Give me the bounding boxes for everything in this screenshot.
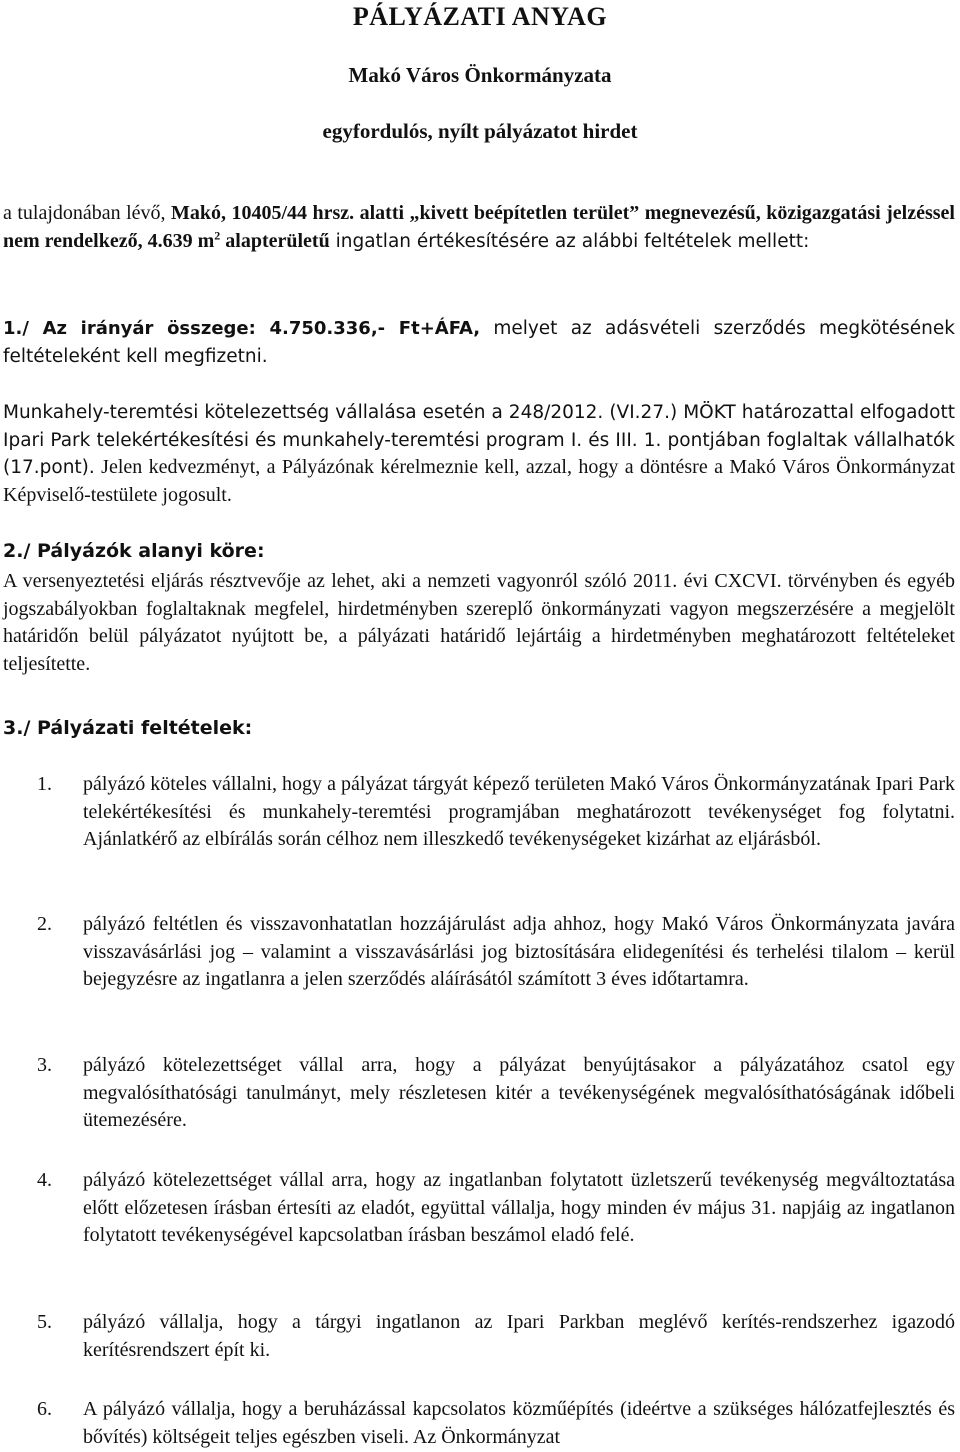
condition-number: 3.: [37, 1054, 52, 1076]
condition-item: [37, 1309, 955, 1364]
condition-number: 6.: [37, 1398, 52, 1420]
section-2-text: A versenyeztetési eljárás résztvevője az lehet, aki a nemzeti vagyonról szóló 2011. évi CXCVI. törvényben és egyéb jogszabályokban foglaltaknak megfelel, hirdetményben szereplő önkormányzati vagyon megszerzésére a megjelölt határidőn belül pályázatot nyújtott be, a pályázati határidő lejártáig a hirdetményben meghatározott feltételeket teljesítette.: [3, 570, 955, 675]
condition-item: [37, 1052, 955, 1135]
intro-paragraph: [3, 200, 955, 255]
section-3-heading: 3./ Pályázati feltételek:: [3, 717, 253, 739]
discount-note: Jelen kedvezményt, a Pályázónak kérelmeznie kell, azzal, hogy a döntésre a Makó Város Önkormányzat Képviselő-testülete jogosult.: [3, 456, 955, 506]
condition-item: [37, 1396, 955, 1451]
property-area-suffix: alapterületű: [220, 229, 330, 252]
section-1-price: [3, 315, 955, 370]
condition-text: A pályázó vállalja, hogy a beruházással kapcsolatos közműépítés (ideértve a szükséges hálózatfejlesztés és bővítés) költségeit teljes egészben viseli. Az Önkormányzat: [83, 1398, 955, 1448]
condition-number: 2.: [37, 913, 52, 935]
condition-number: 5.: [37, 1311, 52, 1333]
issuer-name: Makó Város Önkormányzata: [348, 63, 612, 87]
section-2-heading: 2./ Pályázók alanyi köre:: [3, 540, 265, 562]
asking-price: 1./ Az irányár összege: 4.750.336,- Ft+ÁFA,: [3, 318, 481, 339]
announcement-line: egyfordulós, nyílt pályázatot hirdet: [322, 119, 638, 143]
area-unit-superscript: 2: [214, 227, 221, 242]
condition-item: [37, 911, 955, 994]
condition-text: pályázó kötelezettséget vállal arra, hogy az ingatlanban folytatott üzletszerű tevékenység megváltoztatása előtt előzetesen írásban értesíti az eladót, együttal vállalja, hogy minden év május 31. napjáig az ingatlanon folytatott tevékenységével kapcsolatban írásban beszámol eladó felé.: [83, 1169, 955, 1246]
condition-item: [37, 1167, 955, 1250]
condition-text: pályázó feltétlen és visszavonhatatlan hozzájárulást adja ahhoz, hogy Makó Város Önkormányzata javára visszavásárlási jog – valamint a visszavásárlási jog biztosítására elidegenítési és terhelési tilalom – kerül bejegyzésre az ingatlanra a jelen szerződés aláírásától számított 3 éves időtartamra.: [83, 913, 955, 990]
intro-lead: a tulajdonában lévő,: [3, 202, 171, 224]
job-creation-text: Munkahely-teremtési kötelezettség vállalása esetén a 248/2012. (VI.27.) MÖKT határozattal elfogadott Ipari Park telekértékesítési és munkahely-teremtési program I. és III. 1. pontjában foglaltak vállalhatók (17.pont).: [3, 402, 955, 478]
condition-number: 4.: [37, 1169, 52, 1191]
property-text: Makó, 10405/44 hrsz. alatti „kivett beépítetlen terület” megnevezésű, közigazgatási jelzéssel nem rendelkező, 4.639 m: [3, 202, 955, 252]
condition-text: pályázó köteles vállalni, hogy a pályázat tárgyát képező területen Makó Város Önkormányzatának Ipari Park telekértékesítési és munkahely-teremtési programjában meghatározott tevékenységet fog folytatni. Ajánlatkérő az elbírálás során célhoz nem illeszkedő tevékenységeket kizárhat az eljárásból.: [83, 773, 955, 850]
price-condition: melyet az adásvételi szerződés megkötésének feltételeként kell megfizetni.: [3, 318, 955, 367]
document-title: PÁLYÁZATI ANYAG: [352, 2, 608, 31]
condition-text: pályázó kötelezettséget vállal arra, hogy a pályázat benyújtásakor a pályázatához csatol egy megvalósíthatósági tanulmányt, mely részletesen kitér a tevékenységének megvalósíthatóságának időbeli ütemezésére.: [83, 1054, 955, 1131]
section-1-job-creation: [3, 399, 955, 509]
intro-tail: ingatlan értékesítésére az alábbi feltételek mellett:: [329, 230, 810, 252]
condition-item: [37, 771, 955, 854]
condition-number: 1.: [37, 773, 52, 795]
condition-text: pályázó vállalja, hogy a tárgyi ingatlanon az Ipari Parkban meglévő kerítés-rendszerhez igazodó kerítésrendszert épít ki.: [83, 1311, 955, 1361]
